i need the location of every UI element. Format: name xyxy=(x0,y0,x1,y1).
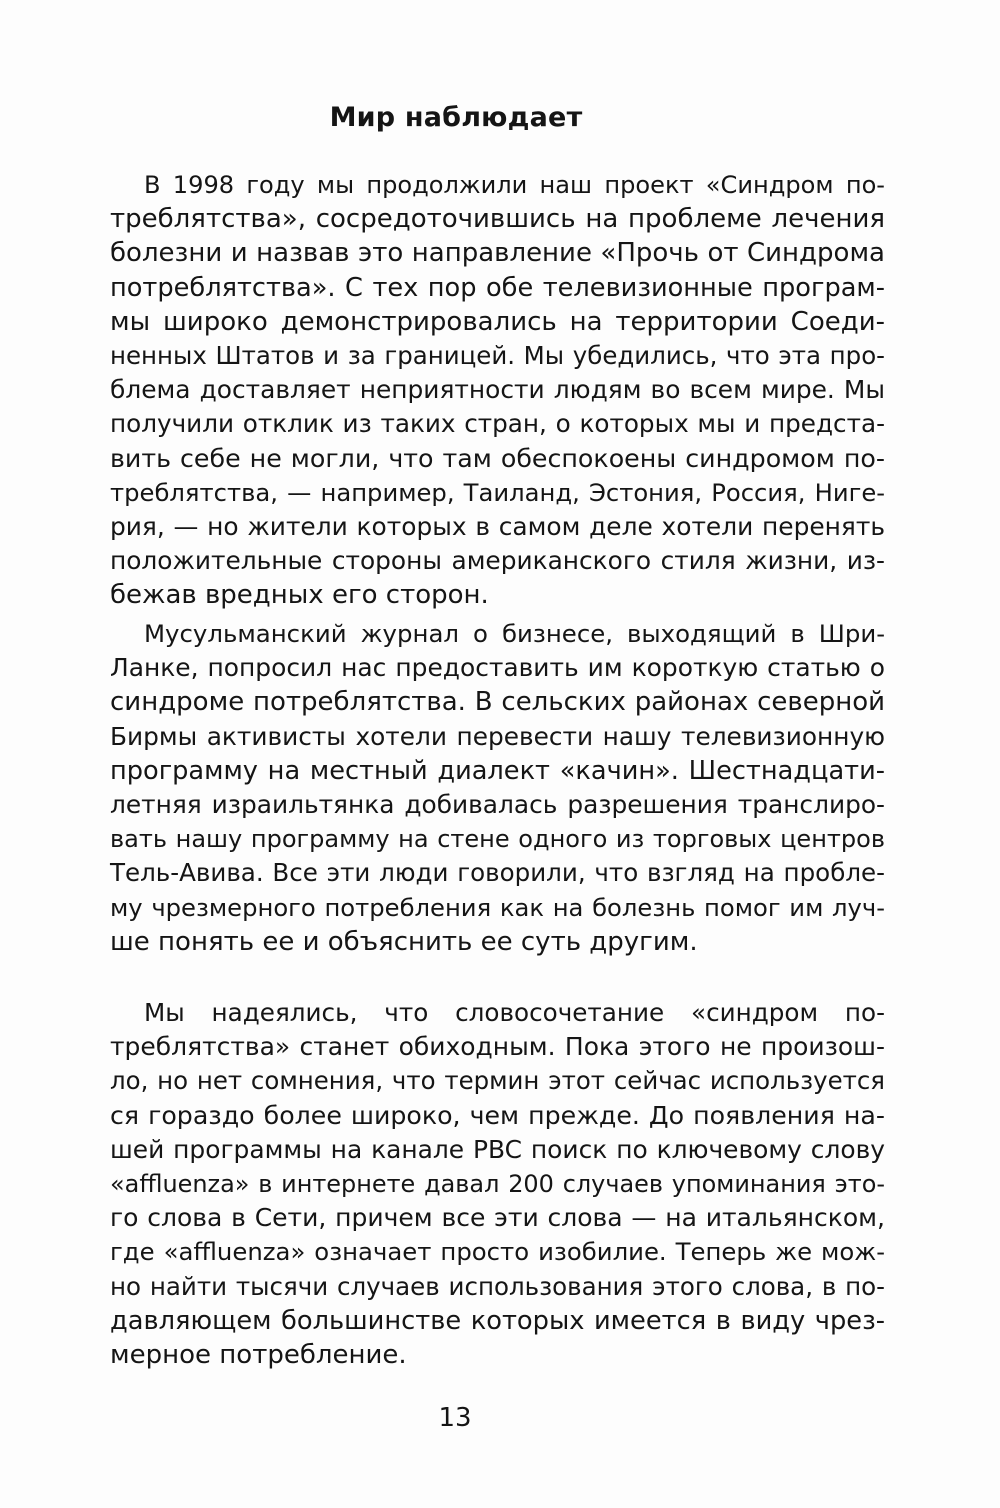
text-line: ненных Штатов и за границей. Мы убедились, что эта про- xyxy=(110,340,885,370)
paragraph-3 xyxy=(110,996,885,1372)
text-line: «affluenza» в интернете давал 200 случаев упоминания это- xyxy=(110,1169,885,1198)
text-line: болезни и назвав это направление «Прочь от Синдрома xyxy=(110,238,885,269)
text-line: программу на местный диалект «качин». Шестнадцати- xyxy=(110,755,885,786)
text-line: синдроме потреблятства. В сельских районах северной xyxy=(110,687,885,718)
text-line: летняя израильтянка добивалась разрешения транслиро- xyxy=(110,789,885,819)
text-line: мы широко демонстрировались на территории Соеди- xyxy=(110,306,885,337)
text-line: треблятства, — например, Таиланд, Эстония, Россия, Ниге- xyxy=(110,477,885,507)
text-line: блема доставляет неприятности людям во всем мире. Мы xyxy=(110,375,885,405)
text-line: ло, но нет сомнения, что термин этот сейчас используется xyxy=(110,1066,885,1096)
text-line: треблятства» станет обиходным. Пока этого не произош- xyxy=(110,1032,885,1062)
text-line: Бирмы активисты хотели перевести нашу телевизионную xyxy=(110,721,885,751)
text-line: В 1998 году мы продолжили наш проект «Синдром по- xyxy=(144,171,885,199)
text-line: мерное потребление. xyxy=(110,1339,407,1370)
text-line: Мусульманский журнал о бизнесе, выходящий в Шри- xyxy=(144,619,885,648)
text-line: положительные стороны американского стиля жизни, из- xyxy=(110,546,885,576)
text-line: Тель-Авива. Все эти люди говорили, что взгляд на пробле- xyxy=(110,858,885,888)
section-title: Мир наблюдает xyxy=(329,102,583,133)
text-line: но найти тысячи случаев использования этого слова, в по- xyxy=(110,1271,885,1301)
text-line: ше понять ее и объяснить ее суть другим. xyxy=(110,926,698,957)
text-line: получили отклик из таких стран, о которых мы и предста- xyxy=(110,409,885,439)
paragraph-1 xyxy=(110,168,885,612)
text-line: Ланке, попросил нас предоставить им короткую статью о xyxy=(110,653,885,683)
text-line: треблятства», сосредоточившись на проблеме лечения xyxy=(110,204,885,235)
text-line: му чрезмерного потребления как на болезнь помог им луч- xyxy=(110,892,885,922)
page-number: 13 xyxy=(438,1403,472,1433)
text-line: го слова в Сети, причем все эти слова — на итальянском, xyxy=(110,1203,885,1233)
text-line: бежав вредных его сторон. xyxy=(110,580,489,611)
text-line: давляющем большинстве которых имеется в виду чрез- xyxy=(110,1305,885,1336)
text-line: ся гораздо более широко, чем прежде. До появления на- xyxy=(110,1100,885,1130)
text-line: вать нашу программу на стене одного из торговых центров xyxy=(110,825,885,854)
text-line: вить себе не могли, что там обеспокоены синдромом по- xyxy=(110,443,885,473)
text-line: рия, — но жители которых в самом деле хотели перенять xyxy=(110,511,885,541)
paragraph-2 xyxy=(110,617,885,959)
text-line: шей программы на канале PBC поиск по ключевому слову xyxy=(110,1134,885,1164)
text-line: где «affluenza» означает просто изобилие. Теперь же мож- xyxy=(110,1237,885,1267)
text-line: Мы надеялись, что словосочетание «синдром по- xyxy=(144,998,885,1027)
text-line: потреблятства». С тех пор обе телевизионные програм- xyxy=(110,272,885,303)
